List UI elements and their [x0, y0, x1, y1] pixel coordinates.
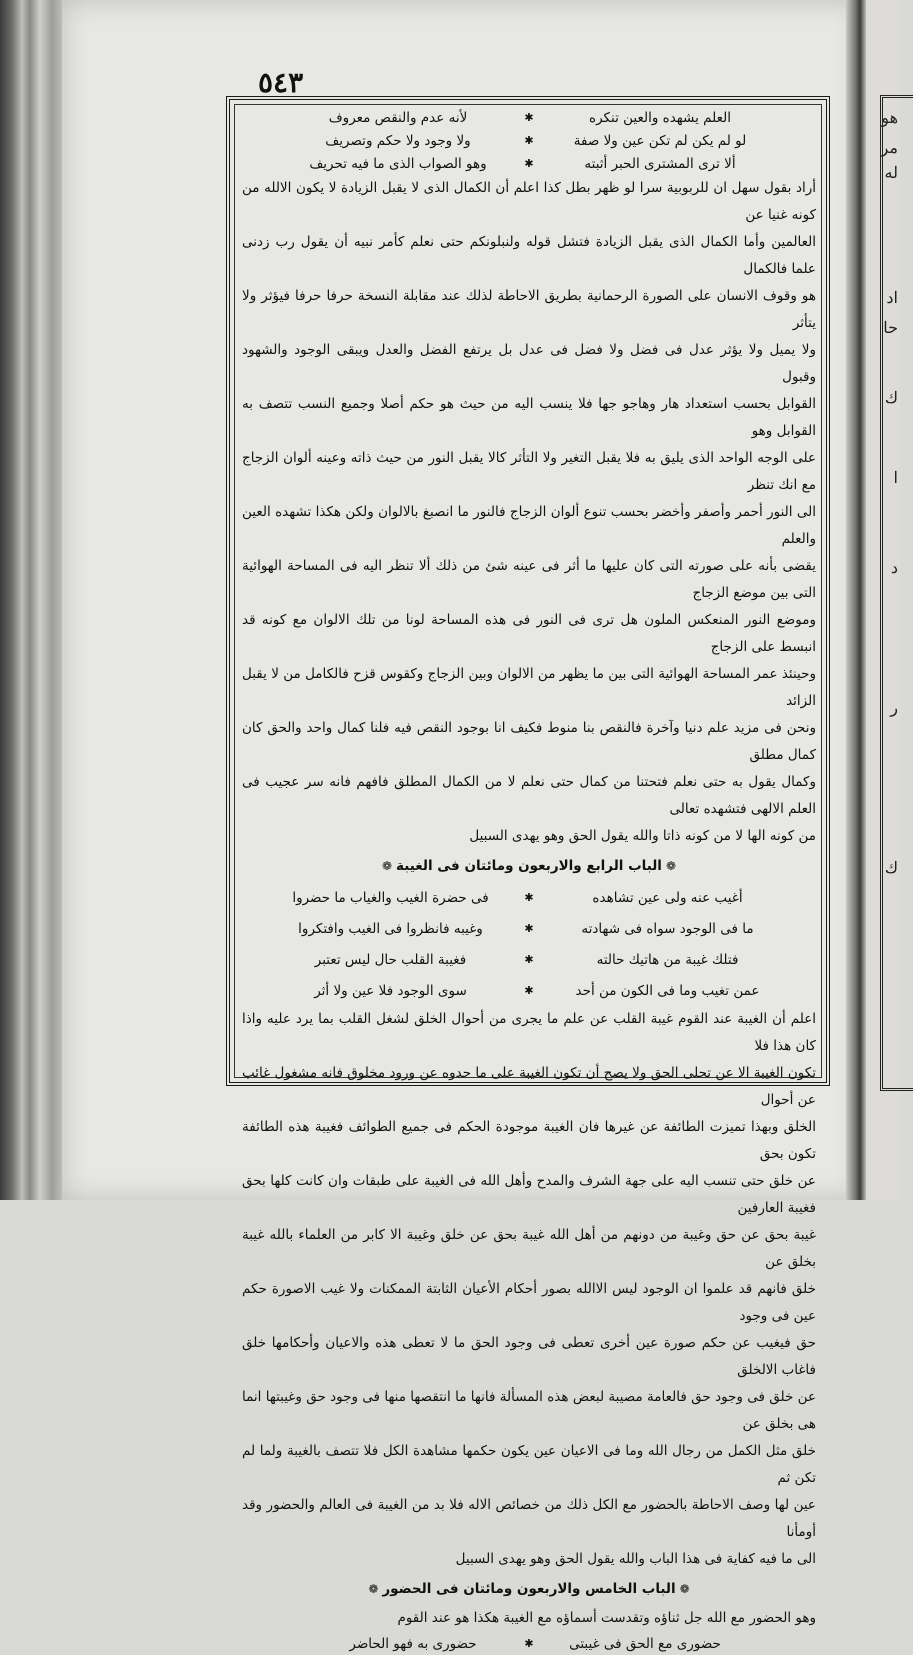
prose-line: على الوجه الواحد الذى يليق به فلا يقبل التغير ولا التأثر كالا يقبل النور من حيث ذاته وعينه ألوان الزجاج مع انك تنظر [242, 450, 816, 493]
poem-verse [236, 882, 822, 913]
ornament-icon: ❁ [381, 859, 393, 873]
prose-line: الخلق وبهذا تميزت الطائفة عن غيرها فان الغيبة موجودة الحكم فى جميع الطوائف فغيبة هذه الطائفة تكون بحق [242, 1119, 816, 1162]
prose-line: ولا يميل ولا يؤثر عدل فى فضل ولا فضل فى عدل بل يرتفع الفضل والعدل ويبقى الوجود والشهود وقبول [242, 342, 816, 385]
prose-block-1 [236, 175, 822, 850]
facing-page-glyph: ا [893, 468, 898, 487]
verse-separator-icon: ✱ [524, 1637, 534, 1650]
hemistich-left: ولا وجود ولا حكم وتصريف [325, 132, 471, 149]
prose-line: من كونه الها لا من كونه ذاتا والله يقول الحق وهو يهدى السبيل [469, 828, 816, 844]
verses-top [236, 106, 822, 175]
ornament-icon: ❁ [368, 1582, 379, 1596]
facing-page-glyph: له [884, 163, 898, 182]
poem-verse [236, 152, 822, 175]
poem-verse [236, 106, 822, 129]
facing-page-glyph: ك [884, 858, 898, 877]
book-page-stack [0, 0, 70, 1200]
hemistich-left: حضورى به فهو الحاضر [349, 1635, 477, 1652]
chapter-heading-244 [236, 852, 822, 880]
verse-separator-icon: ✱ [524, 953, 534, 966]
prose-line: عين لها وصف الاحاطة بالحضور مع الكل ذلك من خصائص الاله فلا بد من الغيبة فى العالم والحضور وقد أومأنا [242, 1497, 816, 1540]
hemistich-right: أغيب عنه ولى عين تشاهده [592, 889, 743, 906]
prose-line: وحينئذ عمر المساحة الهوائية التى بين ما يظهر من الالوان وبين الزجاج وكقوس قزح فالكامل من لا يقبل الزائد [242, 666, 816, 709]
hemistich-left: فى حضرة الغيب والغياب ما حضروا [292, 889, 489, 906]
facing-page-glyph: ر [890, 698, 898, 717]
verse-separator-icon: ✱ [524, 984, 534, 997]
prose-line: العالمين وأما الكمال الذى يقبل الزيادة فتشل قوله ولنبلونكم حتى نعلم كأمر نبيه أن يقول رب زدنى علما فالكمال [242, 234, 816, 277]
verse-separator-icon: ✱ [524, 922, 534, 935]
prose-line: خلق فانهم قد علموا ان الوجود ليس الاالله بصور أحكام الأعيان الثابتة الممكنات ولا غيب الاصورة حكم عين فى وجود [242, 1281, 816, 1324]
poem-verse [236, 975, 822, 1006]
prose-line: تكون الغيبة الا عن تحلى الحق ولا يصح أن تكون الغيبة على ما حدوه عن ورود مخلوق فانه مشغول غائب عن أحوال [242, 1065, 816, 1108]
hemistich-right: عمن تغيب وما فى الكون من أحد [575, 982, 760, 999]
prose-line: عن خلق حتى تنسب اليه على جهة الشرف والمدح وأهل الله فى الغيبة على طبقات وان كانت كلها بحق فغيبة العارفين [242, 1173, 816, 1216]
prose-line: وكمال يقول به حتى نعلم فتحتنا من كمال حتى نعلم لا من الكمال المطلق فافهم فانه سر عجيب فى العلم الالهى فتشهده تعالى [242, 774, 816, 817]
facing-page-glyph: ك [884, 388, 898, 407]
facing-page-glyph: هو [881, 108, 898, 127]
prose-line: القوابل بحسب استعداد هار وهاجو جها فلا ينسب اليه من حيث هو حكم أصلا وجميع النسب تتصف به القوابل وهو [242, 396, 816, 439]
prose-line: عن خلق فى وجود حق فالعامة مصيبة لبعض هذه المسألة فانها ما انتقصها منها فى وجود حق وغيبتها انما هى بخلق عن [242, 1389, 816, 1432]
prose-line: غيبة بحق عن حق وغيبة من دونهم من أهل الله غيبة بحق عن خلق وغيبة الا كابر من العلماء بالله غيبة بخلق عن [242, 1227, 816, 1270]
poem-verse [236, 1632, 822, 1655]
page-number: ٥٤٣ [258, 66, 304, 99]
chapter-heading-text: الباب الرابع والاربعون ومائتان فى الغيبة [396, 858, 662, 874]
poem-verse [236, 944, 822, 975]
ornament-icon: ❁ [679, 1582, 690, 1596]
prose-line: خلق مثل الكمل من رجال الله وما فى الاعيان عين يكون حكمها مشاهدة الكل فلا تتصف بالغيبة ولما لم تكن ثم [242, 1443, 816, 1486]
hemistich-right: العلم يشهده والعين تنكره [589, 109, 731, 126]
prose-block-2 [236, 1006, 822, 1573]
hemistich-right: فتلك غيبة من هاتيك حالته [596, 951, 739, 968]
hemistich-left: سوى الوجود فلا عين ولا أثر [314, 982, 467, 999]
chapter-heading-245 [236, 1575, 822, 1603]
facing-page-glyph: حا [883, 318, 898, 337]
prose-line: الى النور أحمر وأصفر وأخضر بحسب تنوع ألوان الزجاج فالنور ما انصبغ بالالوان ولكن هكذا تشهده العين والعلم [242, 504, 816, 547]
hemistich-left: فغيبة القلب حال ليس تعتبر [314, 951, 467, 968]
hemistich-right: حضورى مع الحق فى غيبتى [569, 1635, 721, 1652]
verse-separator-icon: ✱ [524, 157, 534, 170]
verse-separator-icon: ✱ [524, 111, 534, 124]
facing-page-glyph: اد [886, 288, 898, 307]
verse-separator-icon: ✱ [524, 891, 534, 904]
prose-line: حق فيغيب عن حكم صورة عين أخرى تعطى فى وجود الحق ما لا تعطى هذه والاعيان وأحكامها خلق فاغاب الالخلق [242, 1335, 816, 1378]
page-content [236, 106, 822, 1652]
chapter-heading-text: الباب الخامس والاربعون ومائتان فى الحضور [382, 1581, 676, 1597]
ornament-icon: ❁ [665, 859, 676, 873]
hemistich-left: وهو الصواب الذى ما فيه تحريف [309, 155, 487, 172]
hemistich-right: ألا ترى المشترى الحبر أثبته [584, 155, 736, 172]
poem-verse [236, 129, 822, 152]
poem-verse [236, 913, 822, 944]
hemistich-right: ما فى الوجود سواه فى شهادته [581, 920, 754, 937]
prose-line: وهو الحضور مع الله جل ثناؤه وتقدست أسماؤه مع الغيبة هكذا هو عند القوم [397, 1610, 816, 1626]
poem-stanza [236, 882, 822, 1006]
hemistich-left: وغيبه فانظروا فى الغيب وافتكروا [298, 920, 483, 937]
prose-line: اعلم أن الغيبة عند القوم غيبة القلب عن علم ما يجرى من أحوال الخلق لشغل القلب بما يرد عليه واذا كان هذا فلا [242, 1011, 816, 1054]
prose-line: يقضى بأنه على صورته التى كان عليها ما أثر فى عينه شئ من ذلك ألا تنظر اليه فى المساحة الهوائية التى بين موضع الزجاج [242, 558, 816, 601]
prose-block-3 [236, 1605, 822, 1632]
prose-line: هو وقوف الانسان على الصورة الرحمانية بطريق الاحاطة لذلك عند مقابلة النسخة حرفا حرفا فيؤثر ولا يتأثر [242, 288, 816, 331]
hemistich-right: لو لم يكن لم تكن عين ولا صفة [573, 132, 747, 149]
facing-page-frame [880, 95, 913, 1091]
verse-separator-icon: ✱ [524, 134, 534, 147]
prose-line: أراد بقول سهل ان للربوبية سرا لو ظهر بطل كذا اعلم أن الكمال الذى لا يقبل الزيادة لا يكون الالله من كونه غنيا عن [242, 180, 816, 223]
facing-page-glyph: مر [880, 138, 898, 157]
prose-line: ونحن فى مزيد علم دنيا وآخرة فالنقص بنا منوط فكيف انا بوجود النقص فيه فلنا كمال واحد والحق كان كمال مطلق [242, 720, 816, 763]
prose-line: وموضع النور المنعكس الملون هل ترى فى النور فى هذه المساحة لونا من تلك الالوان مع كونه قد انبسط على الزجاج [242, 612, 816, 655]
facing-page-glyph: د [890, 558, 898, 577]
book-gutter [846, 0, 866, 1200]
hemistich-left: لأنه عدم والنقص معروف [328, 109, 468, 126]
prose-line: الى ما فيه كفاية فى هذا الباب والله يقول الحق وهو يهدى السبيل [455, 1551, 816, 1567]
